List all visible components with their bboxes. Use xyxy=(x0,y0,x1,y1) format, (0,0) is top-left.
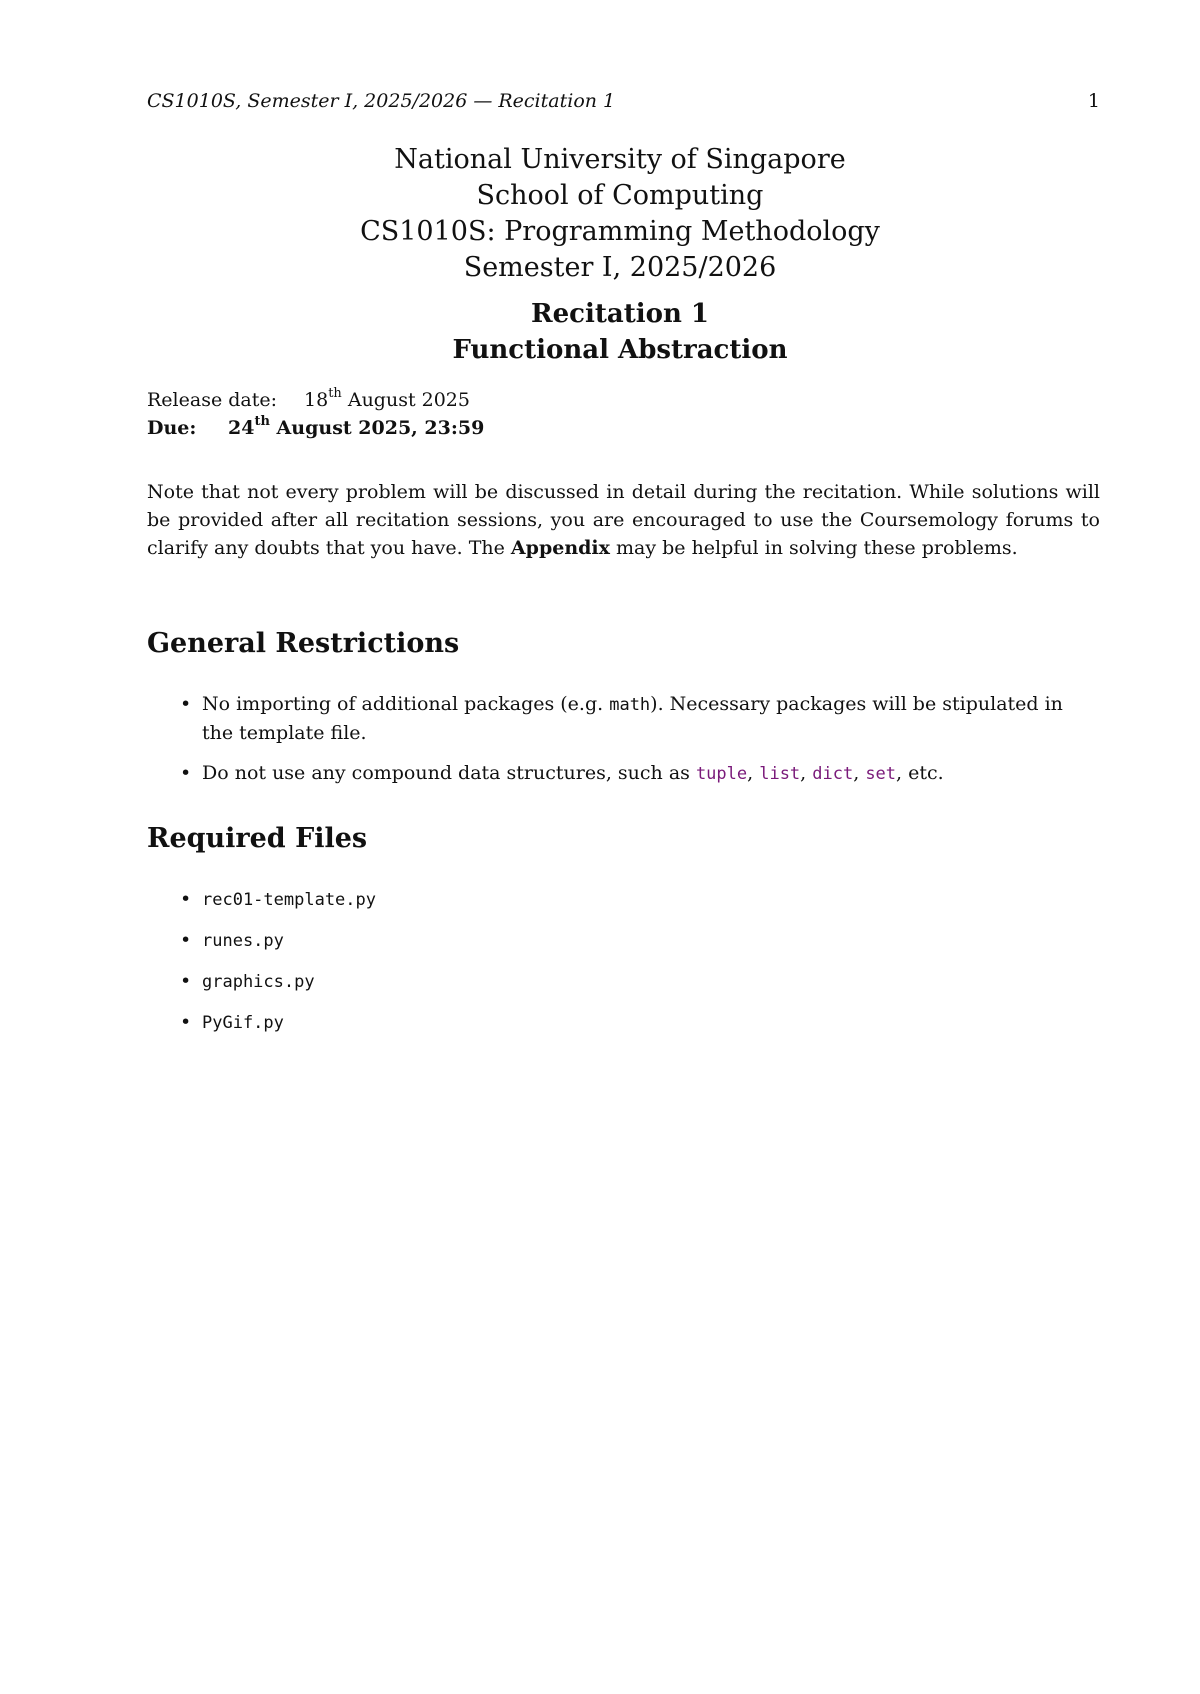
running-header xyxy=(147,90,1100,112)
note-text-end: may be helpful in solving these problems. xyxy=(609,537,1018,559)
due-date-row xyxy=(147,414,484,442)
restriction-text-start: No importing of additional packages (e.g. xyxy=(202,693,610,715)
appendix-reference: Appendix xyxy=(510,537,610,559)
keyword-list: list xyxy=(759,764,801,784)
release-date-rest: August 2025 xyxy=(347,389,470,411)
file-name: PyGif.py xyxy=(202,1013,284,1033)
school-name: School of Computing xyxy=(476,180,764,211)
separator: , xyxy=(747,762,760,784)
dates-block xyxy=(147,386,484,442)
course-name: CS1010S: Programming Methodology xyxy=(360,216,880,247)
bullet-icon: • xyxy=(180,970,192,992)
file-name: runes.py xyxy=(202,931,284,951)
page-number: 1 xyxy=(1087,90,1100,112)
bullet-icon: • xyxy=(180,693,192,715)
separator: , xyxy=(853,762,866,784)
due-date-suffix: th xyxy=(254,413,270,429)
required-files-list xyxy=(147,885,1100,1049)
file-name: graphics.py xyxy=(202,972,315,992)
restriction-text-end: , etc. xyxy=(896,762,944,784)
list-item xyxy=(147,926,1100,955)
file-name: rec01-template.py xyxy=(202,890,376,910)
required-files-heading: Required Files xyxy=(147,823,368,854)
due-date-rest: August 2025, 23:59 xyxy=(276,417,485,439)
bullet-icon: • xyxy=(180,762,192,784)
recitation-number: Recitation 1 xyxy=(531,299,709,329)
list-item xyxy=(147,885,1100,914)
list-item xyxy=(147,1008,1100,1037)
due-date-label: Due: xyxy=(147,417,197,439)
university-name: National University of Singapore xyxy=(394,144,846,175)
note-text-start: Note that not every problem will be discussed in detail during the recitation. While solutions will be provided after all recitation sessions, you are encouraged to use the Coursemology forums to clarify any doubts that you have. The xyxy=(147,481,1100,559)
general-restrictions-heading: General Restrictions xyxy=(147,628,460,659)
restrictions-list xyxy=(147,690,1100,800)
bullet-icon: • xyxy=(180,1011,192,1033)
bullet-icon: • xyxy=(180,929,192,951)
keyword-dict: dict xyxy=(812,764,854,784)
list-item xyxy=(147,967,1100,996)
keyword-set: set xyxy=(865,764,897,784)
keyword-tuple: tuple xyxy=(695,764,748,784)
running-title: CS1010S, Semester I, 2025/2026 — Recitation 1 xyxy=(147,90,616,112)
separator: , xyxy=(800,762,813,784)
bullet-icon: • xyxy=(180,888,192,910)
release-date-suffix: th xyxy=(328,385,342,401)
restriction-text-start: Do not use any compound data structures, such as xyxy=(202,762,696,784)
list-item xyxy=(147,690,1100,747)
inline-code: math xyxy=(609,695,651,715)
title-block xyxy=(0,142,1200,286)
recitation-topic: Functional Abstraction xyxy=(452,335,788,365)
semester-label: Semester I, 2025/2026 xyxy=(463,252,777,283)
release-date-day: 18 xyxy=(304,389,329,411)
release-date-label: Release date: xyxy=(147,389,278,411)
release-date-row xyxy=(147,386,484,414)
due-date-day: 24 xyxy=(228,417,255,439)
list-item xyxy=(147,759,1100,788)
recitation-title-block xyxy=(0,296,1200,368)
restriction-text-end: ). Necessary packages will be stipulated in the template file. xyxy=(202,693,1063,744)
note-paragraph xyxy=(147,478,1100,562)
